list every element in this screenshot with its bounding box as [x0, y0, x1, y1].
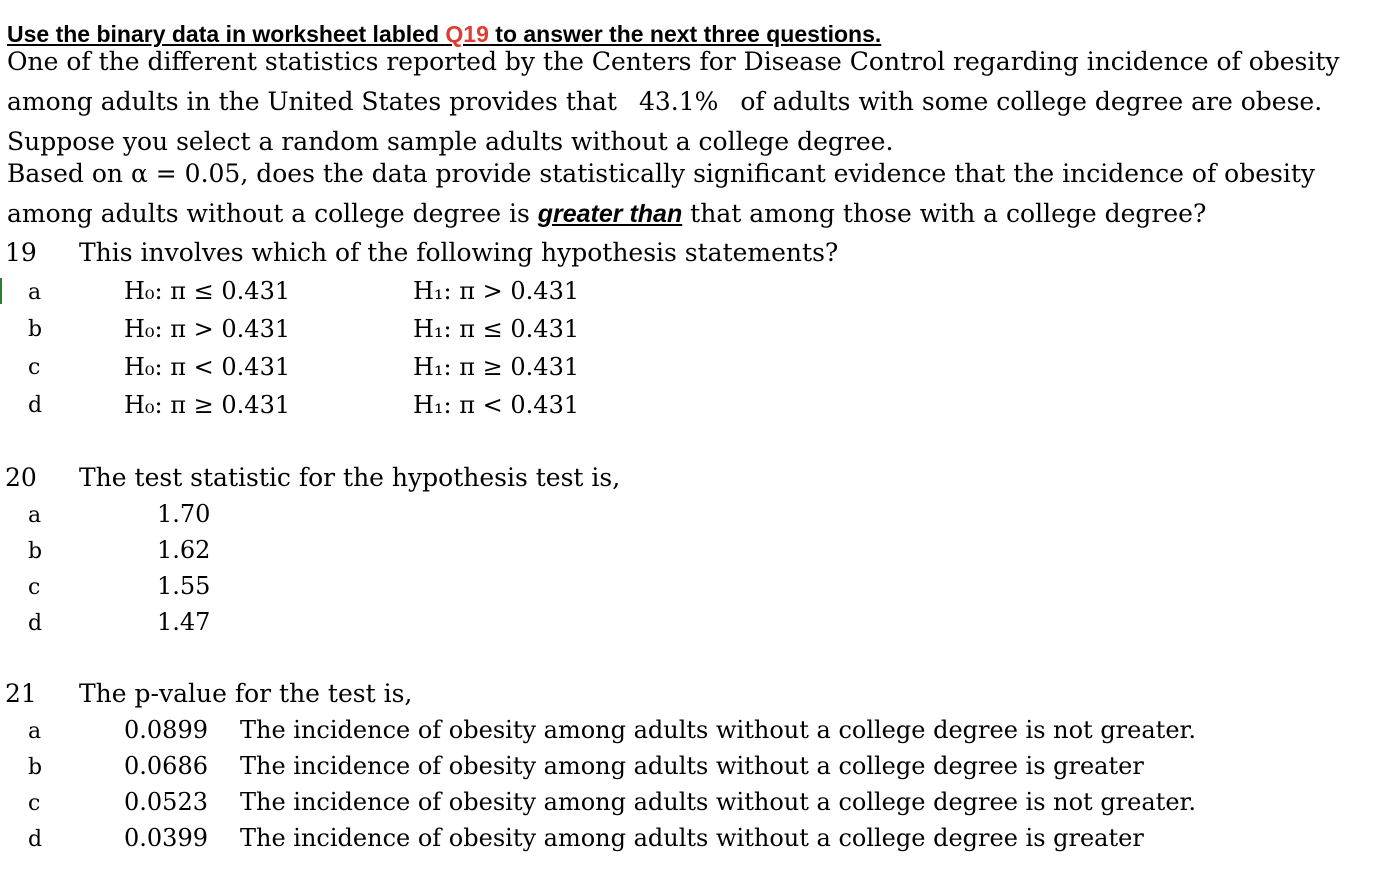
intro-line-2 [7, 87, 1322, 117]
q21-option-c-conclusion: The incidence of obesity among adults without a college degree is not greater. [240, 788, 1196, 816]
q21-option-b-conclusion: The incidence of obesity among adults without a college degree is greater [240, 752, 1144, 780]
active-cell-marker [0, 278, 2, 304]
obesity-percent: 43.1% [638, 87, 719, 116]
q20-option-letter: a [28, 503, 42, 528]
question-19-number: 19 [5, 238, 37, 267]
question-21-number: 21 [5, 679, 37, 708]
q21-option-letter: d [28, 827, 43, 852]
emphasis-greater-than: greater than [537, 200, 683, 228]
q21-option-c-value: 0.0523 [124, 788, 208, 816]
header-text-1: Use the binary data in worksheet labled [7, 21, 446, 47]
q20-option-letter: b [28, 539, 43, 564]
intro-line-5 [7, 199, 1206, 229]
q21-option-letter: b [28, 755, 43, 780]
q19-option-b-h1: H₁: π ≤ 0.431 [413, 315, 580, 343]
question-21-text: The p-value for the test is, [79, 679, 413, 708]
q19-option-a-h1: H₁: π > 0.431 [413, 277, 580, 305]
question-20-text: The test statistic for the hypothesis test is, [79, 463, 621, 492]
intro-line-2a: among adults in the United States provides that [7, 87, 617, 116]
intro-line-2b: of adults with some college degree are obese. [740, 87, 1323, 116]
q19-option-d-h1: H₁: π < 0.431 [413, 391, 580, 419]
q19-option-letter: c [28, 355, 41, 380]
worksheet-reference: Q19 [445, 21, 489, 47]
q21-option-letter: c [28, 791, 41, 816]
intro-line-4: Based on α = 0.05, does the data provide statistically significant evidence that the incidence of obesity [7, 159, 1316, 188]
q19-option-a-h0: H₀: π ≤ 0.431 [124, 277, 291, 305]
instruction-header [7, 19, 881, 49]
question-20-number: 20 [5, 463, 37, 492]
q21-option-d-conclusion: The incidence of obesity among adults without a college degree is greater [240, 824, 1144, 852]
q20-option-letter: c [28, 575, 41, 600]
q19-option-letter: a [28, 280, 42, 305]
intro-line-5b: that among those with a college degree? [682, 199, 1207, 228]
header-text-2: to answer the next three questions. [488, 21, 882, 47]
q21-option-a-conclusion: The incidence of obesity among adults without a college degree is not greater. [240, 716, 1196, 744]
q19-option-b-h0: H₀: π > 0.431 [124, 315, 291, 343]
intro-line-5a: among adults without a college degree is [7, 199, 538, 228]
q19-option-letter: d [28, 393, 43, 418]
q21-option-letter: a [28, 719, 42, 744]
intro-line-1: One of the different statistics reported by the Centers for Disease Control regarding incidence of obesity [7, 47, 1340, 76]
question-19-text: This involves which of the following hypothesis statements? [79, 238, 839, 267]
q19-option-d-h0: H₀: π ≥ 0.431 [124, 391, 291, 419]
intro-line-3: Suppose you select a random sample adults without a college degree. [7, 127, 894, 156]
q21-option-b-value: 0.0686 [124, 752, 208, 780]
q21-option-a-value: 0.0899 [124, 716, 208, 744]
q20-option-c-value: 1.55 [157, 572, 211, 600]
q21-option-d-value: 0.0399 [124, 824, 208, 852]
q20-option-letter: d [28, 611, 43, 636]
q19-option-c-h1: H₁: π ≥ 0.431 [413, 353, 580, 381]
q20-option-b-value: 1.62 [157, 536, 211, 564]
q19-option-letter: b [28, 317, 43, 342]
q20-option-a-value: 1.70 [157, 500, 211, 528]
q20-option-d-value: 1.47 [157, 608, 211, 636]
q19-option-c-h0: H₀: π < 0.431 [124, 353, 291, 381]
